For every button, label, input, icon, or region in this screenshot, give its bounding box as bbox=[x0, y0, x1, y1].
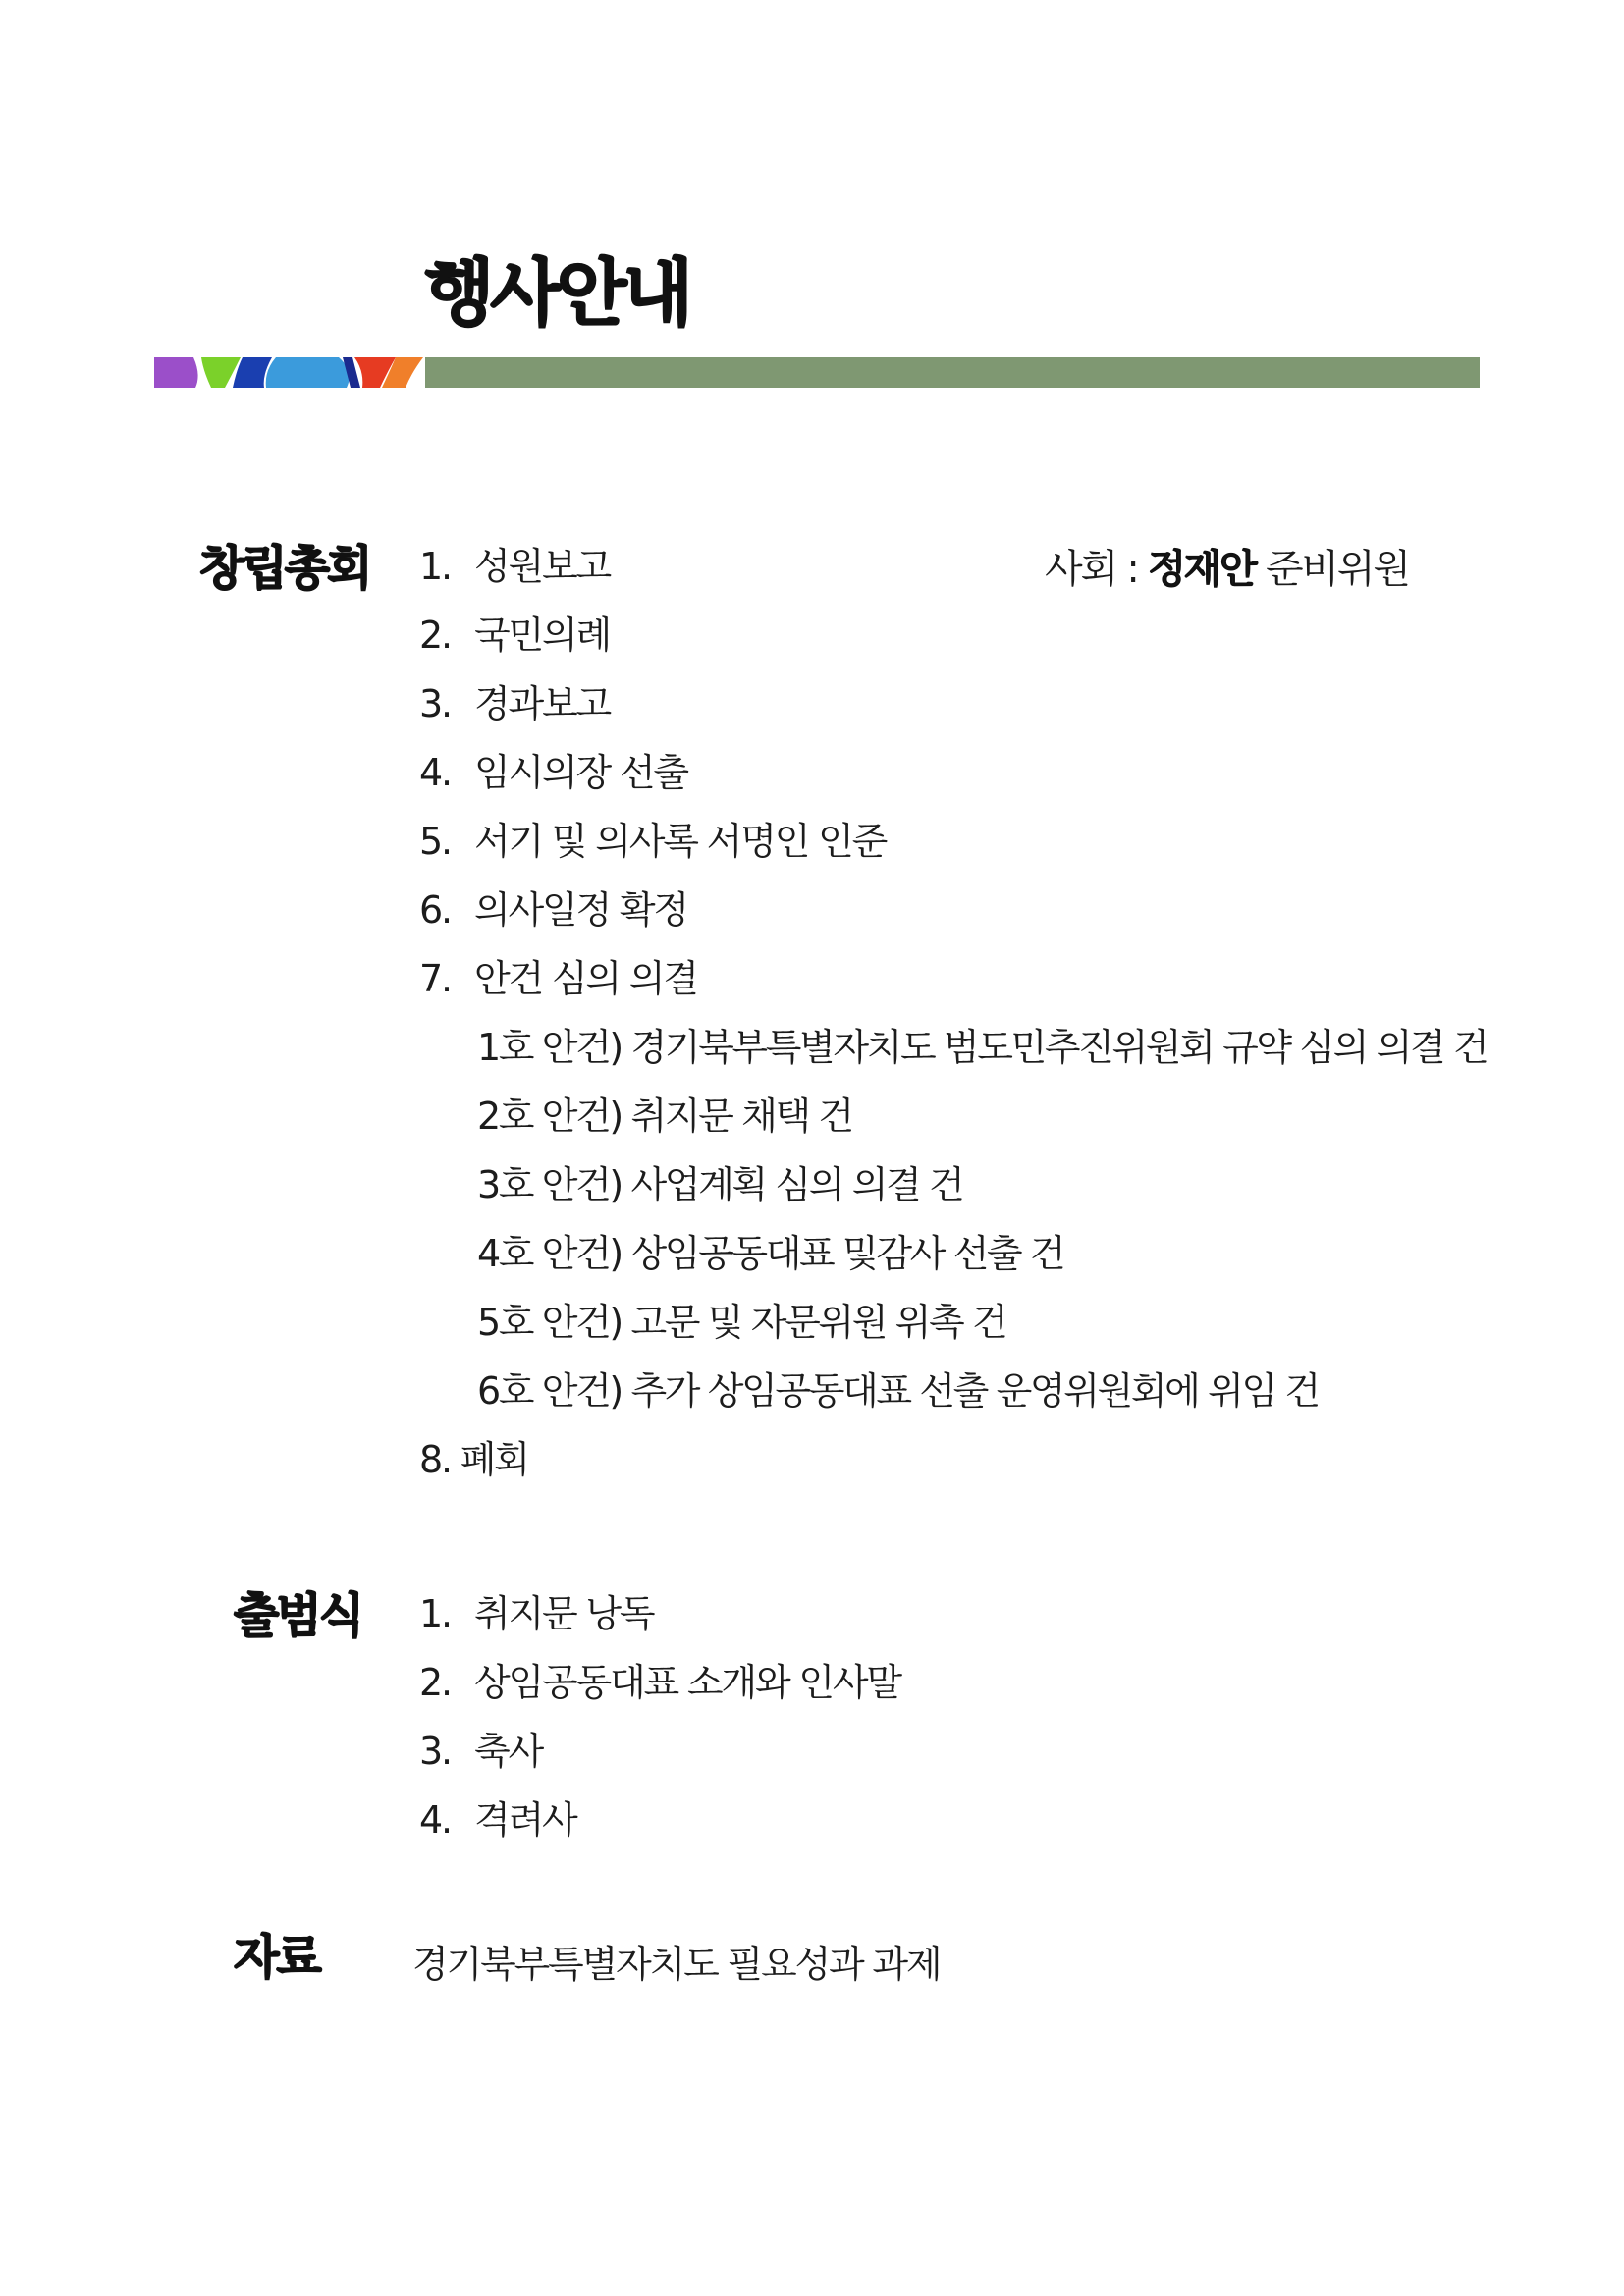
item-number: 7. bbox=[419, 957, 451, 1000]
founding-item-3 bbox=[419, 682, 611, 725]
launch-item-3 bbox=[419, 1730, 543, 1773]
bar-green-band bbox=[425, 357, 1480, 388]
item-number: 5. bbox=[419, 820, 451, 863]
section-label-launch: 출범식 bbox=[234, 1588, 362, 1643]
item-text: 안건 심의 의결 bbox=[474, 957, 697, 1000]
item-text: 축사 bbox=[474, 1730, 543, 1773]
item-text: 서기 및 의사록 서명인 인준 bbox=[474, 820, 887, 863]
item-text: 임시의장 선출 bbox=[474, 751, 687, 794]
moderator-suffix: 준비위원 bbox=[1255, 547, 1409, 592]
materials-text: 경기북부특별자치도 필요성과 과제 bbox=[412, 1943, 941, 1986]
bar-skyblue-shape bbox=[266, 357, 350, 388]
founding-item-2 bbox=[419, 614, 611, 657]
bar-purple-shape bbox=[154, 357, 198, 388]
founding-item-5 bbox=[419, 820, 887, 863]
agenda-item-3: 3호 안건) 사업계획 심의 의결 건 bbox=[477, 1163, 963, 1206]
section-label-founding: 창립총회 bbox=[199, 541, 370, 596]
item-text: 경과보고 bbox=[474, 682, 611, 725]
moderator-prefix: 사회 : bbox=[1045, 547, 1149, 592]
item-number: 4. bbox=[419, 1798, 451, 1842]
item-number: 3. bbox=[419, 682, 451, 725]
item-text: 격려사 bbox=[474, 1798, 576, 1842]
section-label-materials: 자료 bbox=[234, 1930, 319, 1985]
founding-item-4 bbox=[419, 751, 687, 794]
item-number: 6. bbox=[419, 888, 451, 932]
agenda-item-4: 4호 안건) 상임공동대표 및감사 선출 건 bbox=[477, 1232, 1064, 1275]
item-text: 성원보고 bbox=[474, 545, 611, 588]
agenda-item-6: 6호 안건) 추가 상임공동대표 선출 운영위원회에 위임 건 bbox=[477, 1369, 1319, 1413]
item-text: 국민의례 bbox=[474, 614, 611, 657]
agenda-item-1: 1호 안건) 경기북부특별자치도 범도민추진위원회 규약 심의 의결 건 bbox=[477, 1026, 1488, 1069]
title-color-bar bbox=[154, 357, 1480, 388]
item-number: 3. bbox=[419, 1730, 451, 1773]
founding-item-1 bbox=[419, 545, 611, 588]
item-number: 1. bbox=[419, 545, 451, 588]
item-number: 2. bbox=[419, 614, 451, 657]
moderator-line bbox=[1045, 547, 1409, 592]
item-number: 1. bbox=[419, 1592, 451, 1635]
item-text: 취지문 낭독 bbox=[474, 1592, 654, 1635]
founding-item-7 bbox=[419, 957, 697, 1000]
item-number: 4. bbox=[419, 751, 451, 794]
agenda-item-5: 5호 안건) 고문 및 자문위원 위촉 건 bbox=[477, 1301, 1006, 1344]
moderator-name: 정재안 bbox=[1148, 547, 1256, 592]
item-number: 2. bbox=[419, 1661, 451, 1704]
launch-item-4 bbox=[419, 1798, 576, 1842]
item-text: 상임공동대표 소개와 인사말 bbox=[474, 1661, 900, 1704]
founding-closing: 8. 폐회 bbox=[419, 1438, 528, 1481]
launch-item-1 bbox=[419, 1592, 654, 1635]
launch-item-2 bbox=[419, 1661, 900, 1704]
page-title: 행사안내 bbox=[424, 251, 689, 336]
item-text: 의사일정 확정 bbox=[474, 888, 687, 932]
agenda-item-2: 2호 안건) 취지문 채택 건 bbox=[477, 1095, 852, 1138]
founding-item-6 bbox=[419, 888, 687, 932]
